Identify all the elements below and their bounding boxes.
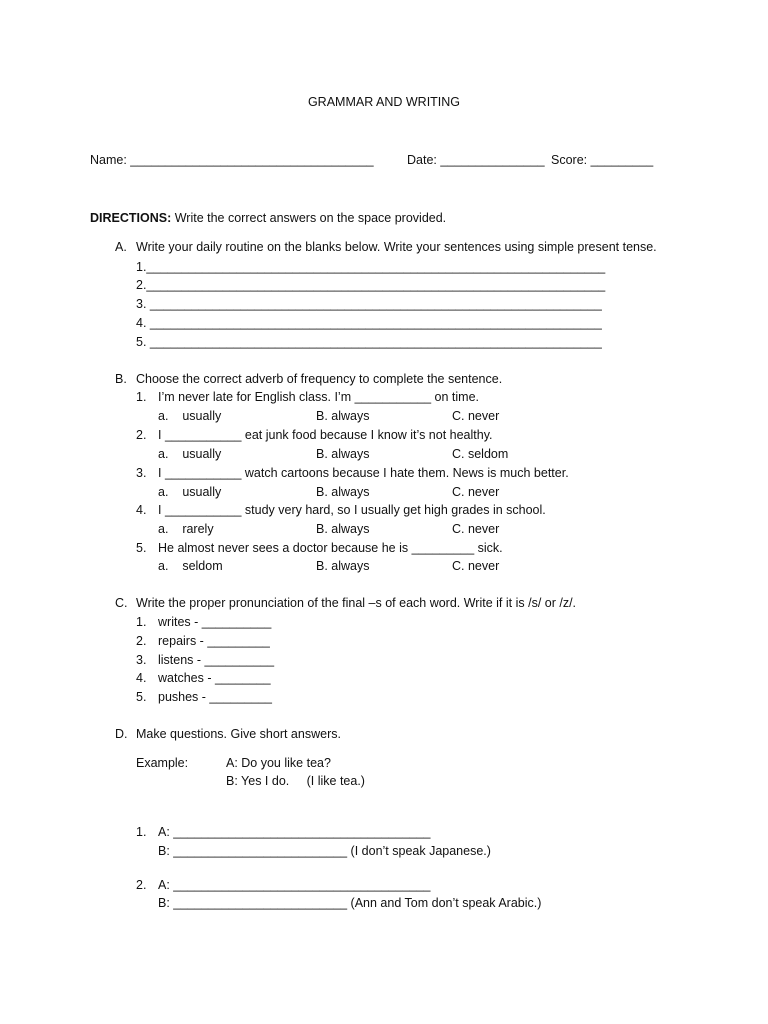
item-number: 1. <box>136 615 147 629</box>
date-field: Date: _______________ <box>407 153 545 167</box>
option-a: a. rarely <box>158 522 214 536</box>
option-b: B. always <box>316 559 370 573</box>
question-number: 2. <box>136 428 147 442</box>
option-b: B. always <box>316 485 370 499</box>
option-c: C. never <box>452 559 500 573</box>
option-c: C. never <box>452 485 500 499</box>
section-a-line-2: 2.__________________________________________________________________ <box>136 278 606 292</box>
section-a-line-4: 4. _________________________________________________________________ <box>136 316 602 330</box>
section-c-letter: C. <box>115 596 128 610</box>
section-b-instruction: Choose the correct adverb of frequency to complete the sentence. <box>136 372 503 386</box>
question-line: A: _____________________________________ <box>158 825 431 839</box>
section-a-letter: A. <box>115 240 127 254</box>
name-field: Name: ___________________________________ <box>90 153 374 167</box>
option-a: a. seldom <box>158 559 223 573</box>
page-title: GRAMMAR AND WRITING <box>307 95 461 109</box>
item-number: 5. <box>136 690 147 704</box>
question-number: 3. <box>136 466 147 480</box>
item-number: 2. <box>136 634 147 648</box>
option-b: B. always <box>316 522 370 536</box>
question-text: I ___________ watch cartoons because I hate them. News is much better. <box>158 466 569 480</box>
option-b: B. always <box>316 447 370 461</box>
question-number: 4. <box>136 503 147 517</box>
option-a: a. usually <box>158 447 222 461</box>
option-a: a. usually <box>158 409 222 423</box>
score-field: Score: _________ <box>551 153 654 167</box>
question-text: I ___________ study very hard, so I usually get high grades in school. <box>158 503 546 517</box>
question-text: He almost never sees a doctor because he is _________ sick. <box>158 541 503 555</box>
item-number: 2. <box>136 878 147 892</box>
section-c-instruction: Write the proper pronunciation of the final –s of each word. Write if it is /s/ or /z/. <box>136 596 577 610</box>
section-d-letter: D. <box>115 727 128 741</box>
example-answer: B: Yes I do. (I like tea.) <box>226 774 365 788</box>
item-text: listens - __________ <box>158 653 275 667</box>
item-text: watches - ________ <box>158 671 271 685</box>
question-number: 1. <box>136 390 147 404</box>
example-label: Example: <box>136 756 189 770</box>
section-a-line-1: 1.__________________________________________________________________ <box>136 260 606 274</box>
directions-text: Write the correct answers on the space provided. <box>171 211 447 225</box>
item-text: pushes - _________ <box>158 690 272 704</box>
option-c: C. seldom <box>452 447 509 461</box>
section-a-line-3: 3. _________________________________________________________________ <box>136 297 602 311</box>
option-c: C. never <box>452 522 500 536</box>
option-a: a. usually <box>158 485 222 499</box>
item-number: 1. <box>136 825 147 839</box>
question-number: 5. <box>136 541 147 555</box>
section-b-letter: B. <box>115 372 127 386</box>
item-number: 4. <box>136 671 147 685</box>
item-text: repairs - _________ <box>158 634 270 648</box>
section-a-instruction: Write your daily routine on the blanks below. Write your sentences using simple present tense. <box>136 240 657 254</box>
item-text: writes - __________ <box>158 615 272 629</box>
option-c: C. never <box>452 409 500 423</box>
question-line: A: _____________________________________ <box>158 878 431 892</box>
section-a-line-5: 5. _________________________________________________________________ <box>136 335 602 349</box>
option-b: B. always <box>316 409 370 423</box>
directions-label: DIRECTIONS: <box>90 211 172 225</box>
directions <box>90 210 446 226</box>
section-d-instruction: Make questions. Give short answers. <box>136 727 341 741</box>
example-question: A: Do you like tea? <box>226 756 331 770</box>
question-text: I ___________ eat junk food because I know it’s not healthy. <box>158 428 493 442</box>
answer-line: B: _________________________ (I don’t speak Japanese.) <box>158 844 491 858</box>
item-number: 3. <box>136 653 147 667</box>
question-text: I’m never late for English class. I’m ___________ on time. <box>158 390 480 404</box>
answer-line: B: _________________________ (Ann and Tom don’t speak Arabic.) <box>158 896 542 910</box>
